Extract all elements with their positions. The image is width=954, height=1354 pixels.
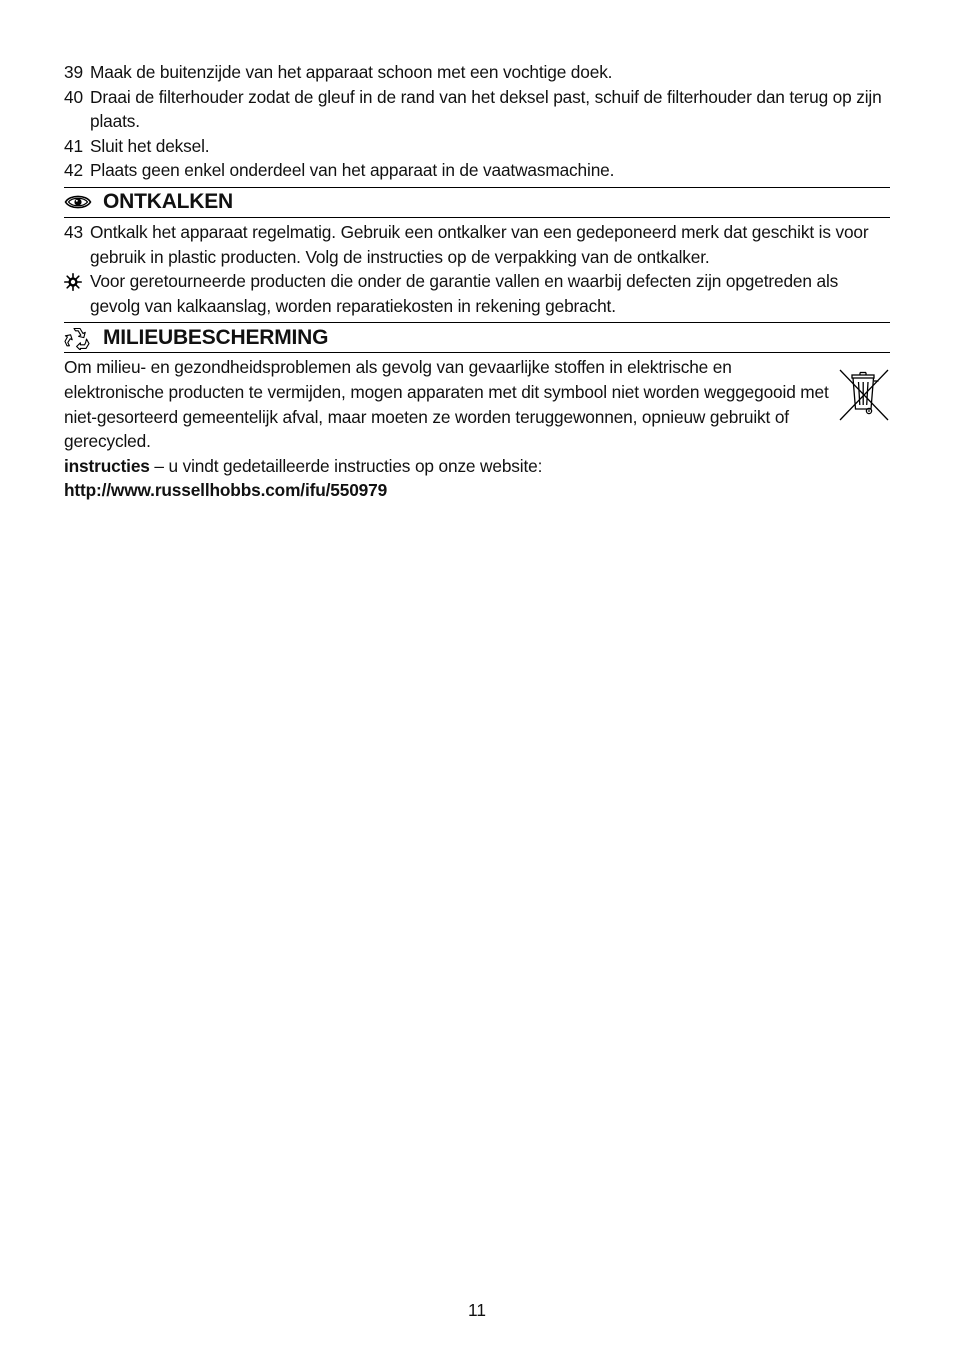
environment-paragraph: Om milieu- en gezondheidsproblemen als gevolg van gevaarlijke stoffen in elektrische en elektronische producten te vermijden, mogen apparaten met dit symbool niet worden weggegooid met niet-gesorteerd gemeentelijk afval, maar moeten ze worden teruggewonnen, opnieuw gebruikt of gerecycled. bbox=[64, 357, 829, 452]
page-number: 11 bbox=[468, 1300, 486, 1320]
step-number: 41 bbox=[64, 135, 83, 156]
step-text: Ontkalk het apparaat regelmatig. Gebruik een ontkalker van een gedeponeerd merk dat geschikt is voor gebruik in plastic producten. Volg de instructies op de verpakking van de ontkalker. bbox=[90, 221, 869, 267]
step-text: Maak de buitenzijde van het apparaat schoon met een vochtige doek. bbox=[90, 62, 613, 82]
step-39 bbox=[64, 60, 890, 85]
step-number: 43 bbox=[64, 221, 83, 242]
page-content bbox=[64, 60, 890, 503]
eye-icon bbox=[64, 191, 94, 213]
step-number: 39 bbox=[64, 62, 83, 82]
instructions-label: instructies bbox=[64, 455, 150, 476]
instructions-line bbox=[64, 454, 830, 479]
section-title: ONTKALKEN bbox=[103, 190, 234, 214]
environment-block bbox=[64, 355, 890, 503]
step-43 bbox=[64, 220, 890, 269]
sunburst-icon bbox=[64, 273, 82, 291]
step-text: Draai de filterhouder zodat de gleuf in de rand van het deksel past, schuif de filterhouder dan terug op zijn plaats. bbox=[90, 86, 882, 132]
step-text: Sluit het deksel. bbox=[90, 135, 210, 156]
warning-text: Voor geretourneerde producten die onder de garantie vallen en waarbij defecten zijn opgetreden als gevolg van kalkaanslag, worden reparatiekosten in rekening gebracht. bbox=[90, 271, 839, 316]
recycle-icon bbox=[64, 327, 94, 349]
step-40 bbox=[64, 85, 890, 134]
step-text: Plaats geen enkel onderdeel van het apparaat in de vaatwasmachine. bbox=[90, 160, 615, 181]
section-heading-environment bbox=[64, 322, 890, 353]
crossed-out-wheelie-bin-icon bbox=[838, 367, 890, 423]
step-number: 40 bbox=[64, 86, 83, 107]
instructions-text: – u vindt gedetailleerde instructies op onze website: bbox=[149, 455, 543, 476]
step-number: 42 bbox=[64, 160, 83, 181]
step-41 bbox=[64, 134, 890, 159]
instructions-url: http://www.russellhobbs.com/ifu/550979 bbox=[64, 480, 388, 501]
section-heading-descaling bbox=[64, 187, 890, 218]
step-42 bbox=[64, 158, 890, 183]
warranty-warning bbox=[64, 269, 890, 318]
section-title: MILIEUBESCHERMING bbox=[103, 325, 329, 349]
